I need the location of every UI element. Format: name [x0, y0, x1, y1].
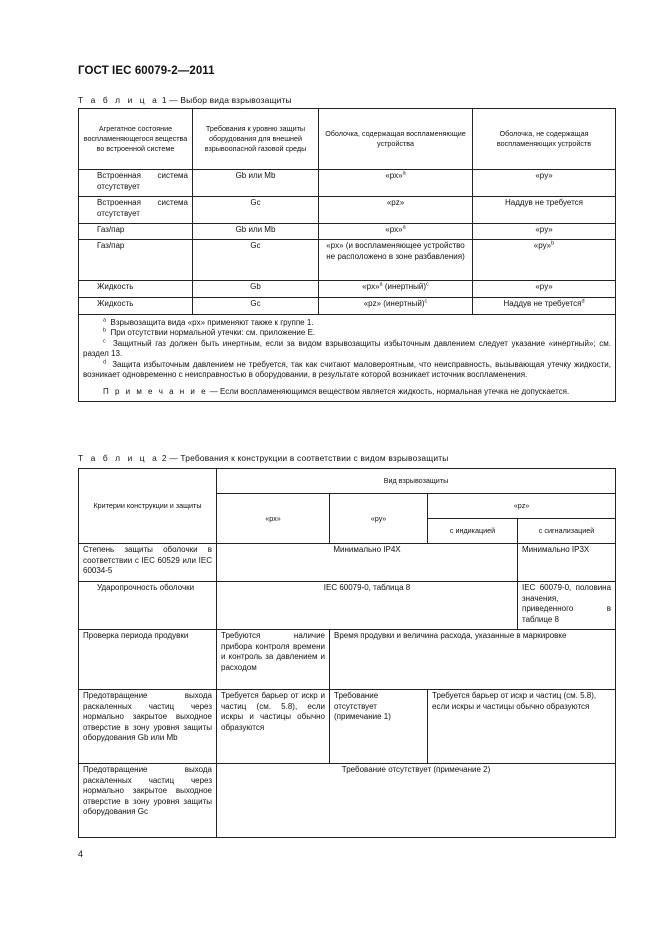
table1-cell-without [473, 240, 616, 281]
table1-cell-with: «pz» [319, 197, 473, 224]
table2-criteria-cell: Предотвращение выхода раскаленных частиц через нормально закрытое выходное отверстие в зону уровня защиты оборудования Gc [79, 764, 217, 838]
table1-cell-state: Встроенная система отсутствует [79, 197, 193, 224]
footnote-ref: a [402, 170, 406, 177]
table1-header-with-ignition: Оболочка, содержащая воспламеняющие устройства [319, 109, 473, 170]
footnote-mark: b [103, 327, 107, 334]
table1-cell-state: Жидкость [79, 298, 193, 315]
table2-value-cell: Время продувки и величина расхода, указанные в маркировке [330, 630, 616, 690]
table1-caption [78, 95, 292, 105]
table1-cell-state: Газ/пар [79, 224, 193, 240]
table2-criteria-cell: Степень защиты оболочки в соответствии с IEC 60529 или IEC 60034-5 [79, 544, 217, 582]
footnote-ref: a [379, 281, 383, 288]
table2-caption-prefix: Т а б л и ц а [78, 453, 160, 463]
footnote-ref: a [402, 224, 406, 231]
footnote [83, 318, 611, 328]
table1-cell-with-text: «px» [362, 282, 380, 291]
footnote-text: Защитный газ должен быть инертным, если за видом взрывозащиты избыточным давлением следует указание «инертный»; см. раздел 13. [83, 338, 611, 359]
table2-caption [78, 453, 448, 463]
table2-header-kind: Вид взрывозащиты [217, 469, 616, 494]
table2-header-pz-indication: с индикацией [428, 519, 518, 544]
table1-notes-row [79, 315, 616, 402]
table2-value-cell: IEC 60079-0, таблица 8 [217, 582, 518, 630]
table1-cell-with-text: «px» [385, 225, 403, 234]
table1-notes [79, 315, 616, 402]
footnote-text: Защита избыточным давлением не требуется, так как считают маловероятным, что неисправность, вызывающая утечку жидкости, возникает одновременно с неисправностью в оборудовании, в результате которой возникает источник воспламенения. [83, 359, 611, 380]
table1-cell-without: «py» [473, 224, 616, 240]
table1-cell-with-text: «pz» (инертный) [363, 299, 425, 308]
table2-criteria-cell: Ударопрочность оболочки [79, 582, 217, 630]
table2-value-cell: Минимально IP3X [518, 544, 616, 582]
primechanie-text: — Если воспламеняющимся веществом является жидкость, нормальная утечка не допускается. [207, 387, 570, 397]
footnote [83, 328, 611, 338]
table1-cell-level: Gc [193, 197, 319, 224]
footnote-ref: d [581, 298, 585, 305]
table2-header-row [79, 469, 616, 494]
footnote-ref: c [426, 281, 429, 288]
table1-cell-without-text: Наддув не требуется [503, 299, 582, 308]
table1-header-level: Требования к уровню защиты оборудования для внешней взрывоопасной газовой среды [193, 109, 319, 170]
footnote-text: Взрывозащита вида «px» применяют также к группе 1. [110, 318, 314, 327]
footnote-mark: a [103, 317, 107, 324]
table1-cell-with [319, 170, 473, 197]
table2-value-cell: Требуется барьер от искр и частиц (см. 5.8), если искры и частицы обычно образуются [428, 690, 616, 764]
table1-cell-state: Встроенная система отсутствует [79, 170, 193, 197]
table1-cell-level: Gb или Mb [193, 224, 319, 240]
table1-cell-with: «px» (и воспламеняющее устройство не расположено в зоне разбавления) [319, 240, 473, 281]
table1-header-without-ignition: Оболочка, не содержащая воспламеняющих устройств [473, 109, 616, 170]
table1-cell-with [319, 224, 473, 240]
table2-criteria-cell: Предотвращение выхода раскаленных частиц через нормально закрытое выходное отверстие в зону уровня защиты оборудования Gb или Mb [79, 690, 217, 764]
table-row [79, 298, 616, 315]
footnote-text: При отсутствии нормальной утечки: см. приложение E. [110, 328, 316, 338]
table1-cell-level: Gc [193, 240, 319, 281]
table-row [79, 281, 616, 298]
table1-cell-with [319, 281, 473, 298]
table1-cell-level: Gb [193, 281, 319, 298]
table-row [79, 224, 616, 240]
table1-cell-without-text: «py» [533, 241, 552, 250]
table1-header-row [79, 109, 616, 170]
table1-cell-level: Gc [193, 298, 319, 315]
table-row [79, 630, 616, 690]
table1-caption-prefix: Т а б л и ц а [78, 95, 160, 105]
table2 [78, 468, 616, 838]
table1-cell-without: Наддув не требуется [473, 197, 616, 224]
footnote [83, 339, 611, 360]
table2-value-cell: Требуется барьер от искр и частиц (см. 5.8), если искры и частицы обычно образуются [217, 690, 330, 764]
table2-value-cell: Требование отсутствует (примечание 2) [217, 764, 616, 838]
table1-header-state: Агрегатное состояние воспламеняющегося вещества во встроенной системе [79, 109, 193, 170]
table1-caption-text: 1 — Выбор вида взрывозащиты [161, 95, 292, 105]
table2-header-pz: «pz» [428, 494, 616, 519]
footnote-mark: d [103, 358, 107, 365]
table1-cell-without: «py» [473, 281, 616, 298]
table-row [79, 764, 616, 838]
table-row [79, 240, 616, 281]
footnote-mark: c [103, 338, 106, 345]
table1 [78, 108, 616, 402]
table2-header-pz-signal: с сигнализацией [518, 519, 616, 544]
table2-header-criteria: Критерии конструкции и защиты [79, 469, 217, 544]
page-number: 4 [78, 849, 84, 859]
table-row [79, 197, 616, 224]
table2-value-cell: IEC 60079-0, половина значения, приведенного в таблице 8 [518, 582, 616, 630]
footnote-ref: b [551, 240, 555, 247]
table2-header-py: «py» [330, 494, 428, 544]
table-row [79, 544, 616, 582]
table1-cell-level: Gb или Mb [193, 170, 319, 197]
table1-cell-state: Газ/пар [79, 240, 193, 281]
footnote-ref: c [424, 298, 428, 305]
table2-header-px: «px» [217, 494, 330, 544]
document-header: ГОСТ IEC 60079-2—2011 [78, 65, 215, 77]
table1-cell-without: «py» [473, 170, 616, 197]
table2-value-cell: Требуются наличие прибора контроля времени и контроль за давлением и расходом [217, 630, 330, 690]
table-row [79, 690, 616, 764]
table2-value-cell: Требование отсутствует (примечание 1) [330, 690, 428, 764]
footnote [83, 360, 611, 381]
table-row [79, 582, 616, 630]
table1-cell-with-text: «px» [385, 171, 403, 180]
primechanie-label: П р и м е ч а н и е [103, 387, 208, 397]
table2-criteria-cell: Проверка периода продувки [79, 630, 217, 690]
table1-cell-with-tail: (инертный) [382, 282, 427, 291]
table1-cell-state: Жидкость [79, 281, 193, 298]
table2-value-cell: Минимально IP4X [217, 544, 518, 582]
table-row [79, 170, 616, 197]
table1-cell-with [319, 298, 473, 315]
table1-primechanie [83, 387, 611, 397]
table2-caption-text: 2 — Требования к конструкции в соответствии с видом взрывозащиты [161, 453, 449, 463]
table1-cell-without [473, 298, 616, 315]
